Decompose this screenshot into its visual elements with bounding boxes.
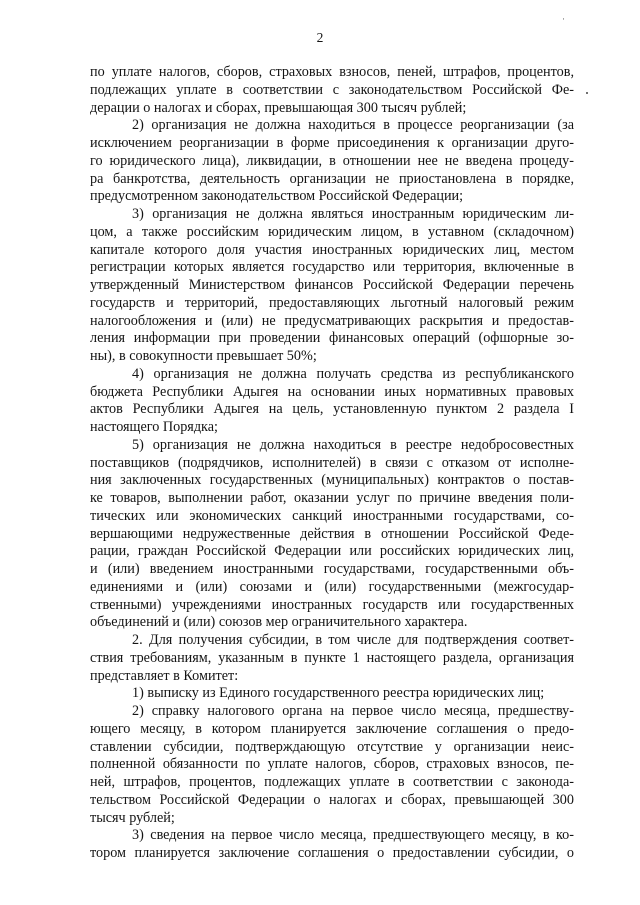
text-line: 5) организация не должна находиться в реестре недобросовестных bbox=[132, 436, 574, 453]
text-line: утвержденный Министерством финансов Российской Федерации перечень bbox=[90, 277, 574, 293]
document-body bbox=[90, 64, 574, 863]
text-line: 2. Для получения субсидии, в том числе для подтверждения соответ- bbox=[132, 632, 574, 648]
text-line: налогообложения и (или) не предусматривающих раскрытия и предостав- bbox=[90, 312, 574, 329]
text-line: 2) организация не должна находиться в процессе реорганизации (за bbox=[132, 117, 574, 134]
page-number: 2 bbox=[316, 30, 324, 45]
text-line: ственными) учреждениями иностранных государств или государственных bbox=[90, 596, 574, 613]
text-line: 3) организация не должна являться иностранным юридическим ли- bbox=[132, 206, 574, 222]
text-line: актов Республики Адыгея на цель, установленную пунктом 2 раздела I bbox=[90, 401, 574, 418]
text-line: 2) справку налогового органа на первое число месяца, предшеству- bbox=[132, 703, 574, 719]
text-line: ней, штрафов, процентов, подлежащих уплате в соответствии с законода- bbox=[90, 774, 574, 790]
text-line: исключением реорганизации в форме присоединения к организации друго- bbox=[90, 135, 574, 151]
text-line: тических или экономических санкций иностранными государствами, со- bbox=[90, 507, 574, 524]
text-line: объединений и (или) союзов мер ограничительного характера. bbox=[90, 614, 468, 631]
text-line: тельством Российской Федерации о налогах и сборах, превышающей 300 bbox=[90, 791, 574, 808]
text-line: представляет в Комитет: bbox=[90, 667, 239, 684]
text-line: настоящего Порядка; bbox=[90, 419, 218, 435]
text-line: и (или) введением иностранными государствами, государственными объ- bbox=[90, 561, 574, 577]
text-line: ления информации при проведении финансовых операций (офшорные зо- bbox=[90, 330, 574, 347]
text-line: тором планируется заключение соглашения о предоставлении субсидии, о bbox=[90, 845, 574, 861]
text-line: подлежащих уплате в соответствии с законодательством Российской Фе- bbox=[90, 81, 574, 98]
text-line: го юридического лица), ликвидации, в отношении нее не введена процеду- bbox=[90, 152, 574, 169]
text-line: ставлении субсидии, подтверждающую отсутствие у организации неис- bbox=[90, 738, 574, 755]
text-line: капитале которого доля участия иностранных юридических лиц, местом bbox=[90, 241, 574, 258]
text-line: единениями и (или) союзами и (или) государственными (межгосудар- bbox=[90, 578, 574, 595]
text-line: рации, граждан Российской Федерации или российских юридических лиц, bbox=[90, 543, 574, 560]
text-line: тысяч рублей; bbox=[90, 809, 175, 826]
text-line: бюджета Республики Адыгея на основании иных нормативных правовых bbox=[90, 383, 574, 400]
text-line: ствия требованиям, указанным в пункте 1 настоящего раздела, организация bbox=[90, 649, 574, 666]
text-line: 4) организация не должна получать средства из республиканского bbox=[132, 365, 574, 382]
text-line: поставщиков (подрядчиков, исполнителей) в связи с отказом от исполне- bbox=[90, 454, 574, 471]
text-line: ке товаров, выполнении работ, оказании услуг по причине введения поли- bbox=[90, 490, 574, 506]
scan-speck bbox=[586, 92, 588, 94]
text-line: по уплате налогов, сборов, страховых взносов, пеней, штрафов, процентов, bbox=[90, 64, 574, 80]
text-line: ющего месяцу, в котором планируется заключение соглашения о предо- bbox=[90, 720, 574, 737]
text-line: ния заключенных государственных (муниципальных) контрактов о постав- bbox=[90, 472, 574, 489]
text-line: цом, а также российским юридическим лицом, в уставном (складочном) bbox=[90, 223, 574, 240]
text-line: дерации о налогах и сборах, превышающая 300 тысяч рублей; bbox=[90, 99, 467, 116]
text-line: ны), в совокупности превышает 50%; bbox=[90, 348, 317, 364]
text-line: вершающими недружественные действия в отношении Российской Феде- bbox=[90, 525, 574, 542]
text-line: предусмотренном законодательством Российской Федерации; bbox=[90, 188, 464, 205]
text-line: ра банкротства, деятельность организации не приостановлена в порядке, bbox=[90, 170, 574, 187]
text-line: 3) сведения на первое число месяца, предшествующего месяцу, в ко- bbox=[132, 827, 574, 844]
text-line: 1) выписку из Единого государственного реестра юридических лиц; bbox=[132, 685, 545, 702]
text-line: государств и территорий, предоставляющих льготный налоговый режим bbox=[90, 294, 574, 311]
text-line: регистрации которых является государство или территория, включенные в bbox=[90, 259, 574, 276]
text-line: полненной обязанности по уплате налогов, сборов, страховых взносов, пе- bbox=[90, 756, 574, 773]
corner-mark: · bbox=[562, 14, 565, 24]
